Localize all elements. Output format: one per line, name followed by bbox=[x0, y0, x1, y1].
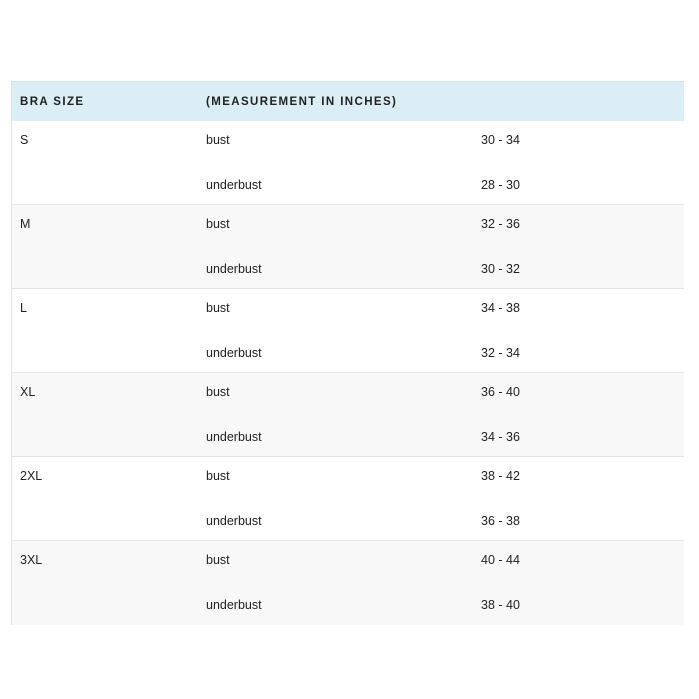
size-label: 3XL bbox=[20, 553, 43, 567]
table-header bbox=[12, 81, 684, 121]
size-row-m bbox=[12, 205, 684, 289]
bust-label: bust bbox=[206, 301, 230, 315]
underbust-value: 36 - 38 bbox=[481, 514, 520, 528]
bust-value: 32 - 36 bbox=[481, 217, 520, 231]
header-bra-size: BRA SIZE bbox=[20, 95, 85, 108]
bust-value: 36 - 40 bbox=[481, 385, 520, 399]
size-row-l bbox=[12, 289, 684, 373]
underbust-label: underbust bbox=[206, 262, 262, 276]
size-chart-table bbox=[11, 81, 684, 625]
underbust-label: underbust bbox=[206, 514, 262, 528]
bust-value: 40 - 44 bbox=[481, 553, 520, 567]
size-row-s bbox=[12, 121, 684, 205]
size-label: M bbox=[20, 217, 31, 231]
bust-label: bust bbox=[206, 133, 230, 147]
underbust-value: 28 - 30 bbox=[481, 178, 520, 192]
size-row-2xl bbox=[12, 457, 684, 541]
size-label: S bbox=[20, 133, 29, 147]
underbust-value: 34 - 36 bbox=[481, 430, 520, 444]
underbust-value: 38 - 40 bbox=[481, 598, 520, 612]
bust-value: 38 - 42 bbox=[481, 469, 520, 483]
underbust-value: 32 - 34 bbox=[481, 346, 520, 360]
header-measurement: (MEASUREMENT IN INCHES) bbox=[206, 95, 398, 108]
bust-label: bust bbox=[206, 553, 230, 567]
bust-label: bust bbox=[206, 385, 230, 399]
underbust-label: underbust bbox=[206, 178, 262, 192]
size-label: XL bbox=[20, 385, 36, 399]
underbust-label: underbust bbox=[206, 430, 262, 444]
size-row-xl bbox=[12, 373, 684, 457]
underbust-value: 30 - 32 bbox=[481, 262, 520, 276]
size-row-3xl bbox=[12, 541, 684, 625]
size-label: 2XL bbox=[20, 469, 43, 483]
bust-value: 34 - 38 bbox=[481, 301, 520, 315]
underbust-label: underbust bbox=[206, 598, 262, 612]
bust-label: bust bbox=[206, 217, 230, 231]
bust-label: bust bbox=[206, 469, 230, 483]
bust-value: 30 - 34 bbox=[481, 133, 520, 147]
size-label: L bbox=[20, 301, 27, 315]
underbust-label: underbust bbox=[206, 346, 262, 360]
